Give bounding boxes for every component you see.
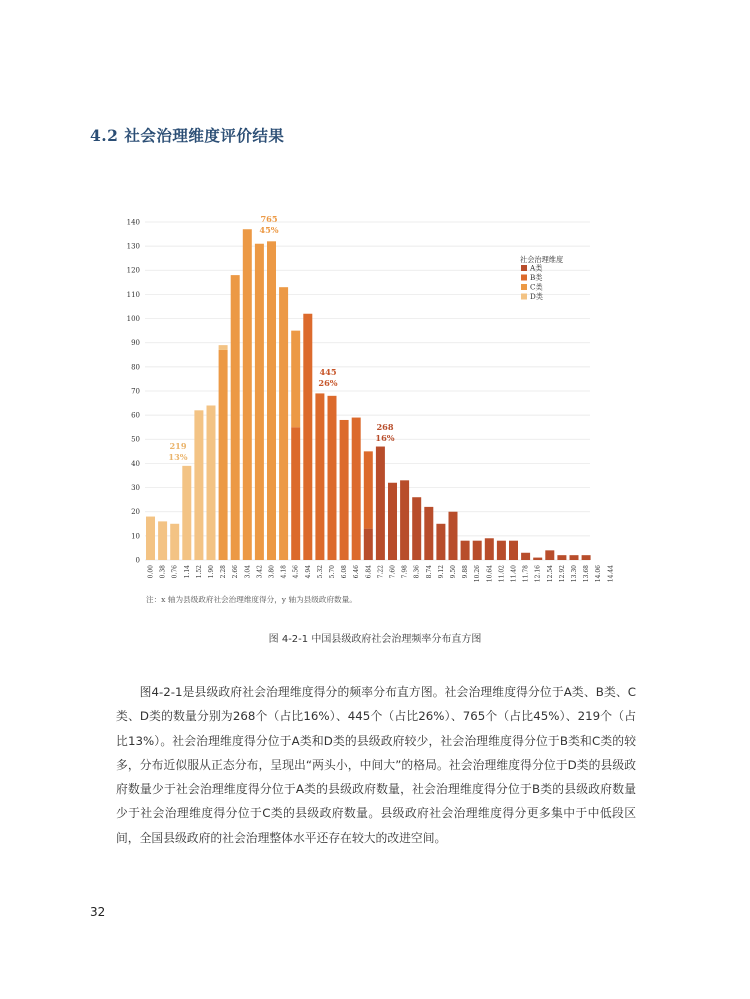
x-tick-label: 12.16 <box>534 565 542 583</box>
annotation-percent: 26% <box>318 378 338 388</box>
x-tick-label: 0.00 <box>147 565 155 579</box>
y-tick-label: 120 <box>126 266 140 275</box>
y-tick-label: 100 <box>126 314 140 323</box>
legend-label: B类 <box>530 273 543 283</box>
bar-segment-C类 <box>219 350 228 560</box>
annotation-percent: 13% <box>168 452 188 462</box>
bar-segment-A类 <box>485 538 494 560</box>
bar-segment-B类 <box>328 396 337 560</box>
x-tick-label: 4.56 <box>292 565 300 579</box>
x-tick-label: 0.76 <box>171 565 179 579</box>
bar-segment-D类 <box>170 524 179 560</box>
annotation-count: 445 <box>319 367 337 377</box>
x-axis-ticks <box>148 565 615 582</box>
annotation-percent: 16% <box>375 433 395 443</box>
bar-segment-A类 <box>533 558 542 560</box>
x-tick-label: 4.94 <box>304 565 312 579</box>
x-tick-label: 7.22 <box>377 565 385 579</box>
legend-swatch <box>521 294 527 300</box>
legend-swatch <box>521 284 527 290</box>
y-tick-label: 130 <box>126 242 140 251</box>
bar-segment-A类 <box>449 512 458 560</box>
bar-segment-C类 <box>231 275 240 560</box>
legend-swatch <box>521 265 527 271</box>
x-tick-label: 2.28 <box>220 565 228 579</box>
x-tick-label: 9.50 <box>450 565 457 579</box>
legend-swatch <box>521 275 527 281</box>
legend-label: D类 <box>530 292 543 302</box>
bar-segment-C类 <box>255 244 264 560</box>
bar-segment-B类 <box>340 420 349 560</box>
axis-note: 注：x 轴为县级政府社会治理维度得分，y 轴为县级政府数量。 <box>146 595 357 604</box>
x-tick-label: 9.88 <box>462 565 470 579</box>
y-tick-label: 20 <box>131 508 140 517</box>
bar-segment-A类 <box>412 497 421 560</box>
bar-segment-D类 <box>207 405 216 560</box>
x-tick-label: 11.78 <box>522 565 530 583</box>
bar-segment-A类 <box>364 529 373 560</box>
x-tick-label: 6.08 <box>341 565 349 579</box>
legend-label: A类 <box>530 263 543 273</box>
x-tick-label: 13.68 <box>583 565 591 583</box>
bar-segment-A类 <box>521 553 530 560</box>
bar-segment-A类 <box>461 541 470 560</box>
x-tick-label: 2.66 <box>232 565 240 579</box>
bar-segment-B类 <box>291 427 300 560</box>
bar-segment-A类 <box>545 550 554 560</box>
y-tick-label: 140 <box>126 218 140 227</box>
x-tick-label: 1.14 <box>183 565 191 579</box>
bar-segment-D类 <box>146 517 155 560</box>
bar-segment-C类 <box>291 331 300 428</box>
x-tick-label: 5.70 <box>329 565 336 579</box>
x-tick-label: 9.12 <box>437 565 445 579</box>
bar-segment-A类 <box>400 480 409 560</box>
bar-segment-A类 <box>473 541 482 560</box>
bar-segment-D类 <box>182 466 191 560</box>
legend-label: C类 <box>530 282 543 292</box>
x-tick-label: 3.04 <box>244 565 252 579</box>
bar-segment-C类 <box>243 229 252 560</box>
y-tick-label: 50 <box>131 435 140 444</box>
bar-segment-A类 <box>497 541 506 560</box>
annotation-percent: 45% <box>259 225 279 235</box>
bar-segment-A类 <box>570 555 579 560</box>
bar-segment-A类 <box>509 541 518 560</box>
bar-segment-A类 <box>557 555 566 560</box>
x-tick-label: 8.74 <box>425 565 433 579</box>
bar-segment-C类 <box>279 287 288 560</box>
bar-segment-B类 <box>303 314 312 560</box>
x-tick-label: 8.36 <box>413 565 421 579</box>
x-tick-label: 14.06 <box>595 565 603 583</box>
x-tick-label: 6.84 <box>365 565 373 579</box>
y-tick-label: 80 <box>131 363 140 372</box>
x-tick-label: 0.38 <box>159 565 167 579</box>
x-tick-label: 7.98 <box>401 565 409 579</box>
bar-segment-A类 <box>376 447 385 560</box>
annotation-count: 765 <box>260 214 278 224</box>
bar-segment-C类 <box>267 241 276 560</box>
x-tick-label: 1.52 <box>195 565 203 579</box>
page-number: 32 <box>90 905 106 919</box>
bar-segment-A类 <box>424 507 433 560</box>
section-heading: 4.2 社会治理维度评价结果 <box>90 126 285 145</box>
bar-segment-A类 <box>582 555 591 560</box>
x-tick-label: 1.90 <box>208 565 215 579</box>
x-tick-label: 10.64 <box>486 565 494 583</box>
y-tick-label: 90 <box>131 339 140 348</box>
x-tick-label: 4.18 <box>280 565 288 579</box>
figure-caption: 图 4-2-1 中国县级政府社会治理频率分布直方图 <box>268 634 482 645</box>
y-tick-label: 70 <box>131 387 140 396</box>
x-tick-label: 12.54 <box>546 565 554 583</box>
y-tick-label: 0 <box>135 556 140 565</box>
bar-segment-B类 <box>364 451 373 528</box>
annotation-count: 268 <box>376 422 394 432</box>
x-tick-label: 5.32 <box>316 565 324 579</box>
x-tick-label: 7.60 <box>389 565 397 579</box>
x-tick-label: 10.26 <box>474 565 482 583</box>
x-tick-label: 14.44 <box>607 565 615 583</box>
x-tick-label: 12.92 <box>558 565 566 583</box>
x-tick-label: 3.80 <box>268 565 276 579</box>
x-tick-label: 11.02 <box>498 565 506 583</box>
x-tick-label: 6.46 <box>353 565 361 579</box>
bar-segment-D类 <box>219 345 228 350</box>
y-tick-label: 110 <box>126 290 140 299</box>
x-tick-label: 3.42 <box>256 565 264 579</box>
bar-segment-B类 <box>315 393 324 560</box>
body-paragraph: 图4-2-1是县级政府社会治理维度得分的频率分布直方图。社会治理维度得分位于A类、B类、C类、D类的数量分别为268个（占比16%）、445个（占比26%）、765个（占比45%）、219个（占比13%）。社会治理维度得分位于A类和D类的县级政府较少，社会治理维度得分位于B类和C类的较多，分布近似服从正态分布，呈现出“两头小，中间大”的格局。社会治理维度得分位于D类的县级政府数量少于社会治理维度得分位于A类的县级政府数量，社会治理维度得分位于B类的县级政府数量少于社会治理维度得分位于C类的县级政府数量。县级政府社会治理维度得分更多集中于中低段区间，全国县级政府的社会治理整体水平还存在较大的改进空间。 <box>116 685 636 845</box>
y-axis-ticks <box>127 218 140 564</box>
bar-segment-B类 <box>352 418 361 560</box>
y-tick-label: 60 <box>131 411 140 420</box>
y-tick-label: 30 <box>131 483 140 492</box>
y-tick-label: 10 <box>131 532 140 541</box>
bar-segment-A类 <box>388 483 397 560</box>
legend-title: 社会治理维度 <box>520 255 564 264</box>
bar-segment-D类 <box>194 410 203 560</box>
x-tick-label: 13.30 <box>571 565 578 583</box>
x-tick-label: 11.40 <box>510 565 518 583</box>
y-tick-label: 40 <box>131 459 140 468</box>
bar-segment-D类 <box>158 521 167 560</box>
annotation-count: 219 <box>169 441 187 451</box>
bar-segment-A类 <box>436 524 445 560</box>
